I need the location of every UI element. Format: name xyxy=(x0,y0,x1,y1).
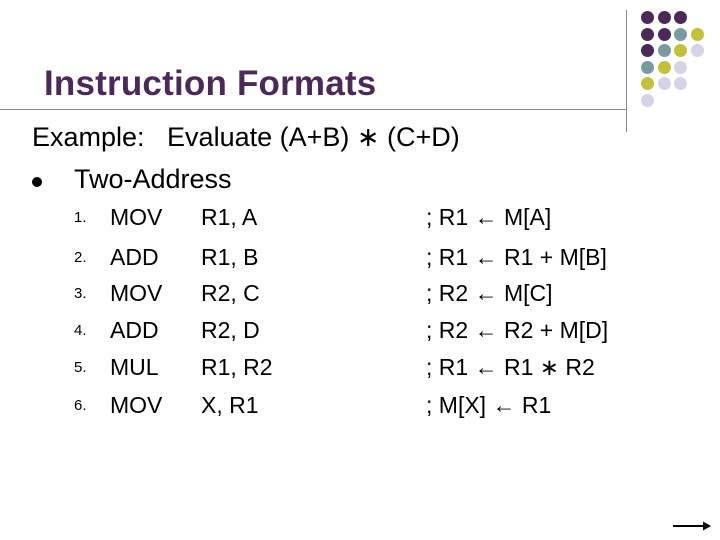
decorative-dot xyxy=(674,28,687,41)
instruction-operands: R1, R2 xyxy=(201,354,273,380)
instruction-number: 3. xyxy=(74,285,87,302)
vertical-divider xyxy=(626,10,627,132)
decorative-dot xyxy=(641,94,654,107)
instruction-operands: R1, B xyxy=(201,244,259,270)
instruction-number: 6. xyxy=(74,397,87,414)
decorative-dot xyxy=(674,61,687,74)
instruction-number: 4. xyxy=(74,322,87,339)
decorative-dot xyxy=(641,61,654,74)
title-divider xyxy=(0,109,626,110)
instruction-opcode: ADD xyxy=(110,317,159,343)
decorative-dot xyxy=(691,44,704,57)
instruction-comment: ; R1 ← R1 ∗ R2 xyxy=(426,354,595,380)
decorative-dot xyxy=(658,28,671,41)
instruction-comment: ; R2 ← M[C] xyxy=(426,280,553,306)
instruction-comment: ; M[X] ← R1 xyxy=(426,392,552,418)
instruction-opcode: MOV xyxy=(110,280,163,306)
slide-title: Instruction Formats xyxy=(44,64,377,103)
instruction-operands: R2, D xyxy=(201,317,260,343)
instruction-opcode: MOV xyxy=(110,204,163,230)
decorative-dot xyxy=(658,11,671,24)
decorative-dot xyxy=(674,11,687,24)
bullet-label: Two-Address xyxy=(74,164,232,194)
instruction-operands: R2, C xyxy=(201,280,260,306)
instruction-opcode: MUL xyxy=(110,354,159,380)
decorative-dot xyxy=(641,77,654,90)
instruction-number: 2. xyxy=(74,249,87,266)
decorative-dot xyxy=(658,44,671,57)
decorative-dot xyxy=(691,28,704,41)
instruction-number: 1. xyxy=(74,209,87,226)
decorative-dot xyxy=(641,44,654,57)
instruction-comment: ; R1 ← M[A] xyxy=(426,204,552,230)
decorative-dot xyxy=(658,77,671,90)
instruction-operands: R1, A xyxy=(201,204,258,230)
instruction-comment: ; R2 ← R2 + M[D] xyxy=(426,317,609,343)
instruction-opcode: ADD xyxy=(110,244,159,270)
decorative-dot xyxy=(674,77,687,90)
decorative-dot xyxy=(674,44,687,57)
instruction-operands: X, R1 xyxy=(201,392,259,418)
next-slide-arrow-icon[interactable] xyxy=(673,521,711,531)
instruction-opcode: MOV xyxy=(110,392,163,418)
decorative-dot xyxy=(658,61,671,74)
decorative-dot xyxy=(641,28,654,41)
example-line: Example: Evaluate (A+B) ∗ (C+D) xyxy=(32,122,460,152)
decorative-dot xyxy=(641,11,654,24)
instruction-number: 5. xyxy=(74,359,87,376)
instruction-comment: ; R1 ← R1 + M[B] xyxy=(426,244,607,270)
bullet-icon xyxy=(32,177,42,187)
